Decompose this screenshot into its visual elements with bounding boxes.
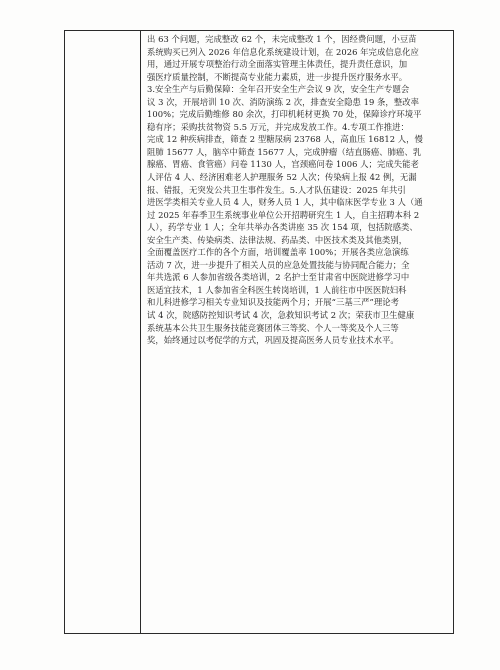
text-line: 人评估 4 人、经济困难老人护理服务 52 人次；传染病上报 42 例，无漏 (147, 172, 417, 183)
text-line: 腺癌、胃癌、食管癌）问卷 1130 人，宫颈癌问卷 1006 人；完成失能老 (147, 159, 419, 170)
text-line: 议 3 次，开展培训 10 次、消防演练 2 次，排查安全隐患 19 条，整改率 (147, 96, 420, 107)
text-line: 进医学类相关专业人员 4 人，财务人员 1 人，其中临床医学专业 3 人（通 (147, 197, 423, 208)
text-line: 3.安全生产与后勤保障：全年召开安全生产会议 9 次，安全生产专题会 (147, 84, 410, 95)
text-line: 强医疗质量控制，不断提高专业能力素质，进一步提升医疗服务水平。 (147, 71, 408, 82)
text-line: 试 4 次，院感防控知识考试 4 次，急救知识考试 2 次；荣获市卫生健康 (147, 310, 415, 321)
text-line: 系统基本公共卫生服务技能竞赛团体三等奖、个人一等奖及个人三等 (147, 322, 399, 333)
text-line: 过 2025 年春季卫生系统事业单位公开招聘研究生 1 人，自主招聘本科 2 (147, 209, 420, 220)
text-line: 用，通过开展专项整治行动全面落实管理主体责任，提升责任意识，加 (147, 59, 408, 70)
text-line: 全面覆盖医疗工作的各个方面，培训覆盖率 100%；开展各类应急演练 (147, 247, 409, 258)
text-line: 活动 7 次，进一步提升了相关人员的应急处置技能与协同配合能力；全 (147, 259, 410, 270)
text-line: 100%；完成后勤维修 80 余次，打印机耗材更换 70 处，保障诊疗环境平 (147, 109, 422, 120)
table-frame (64, 30, 454, 634)
text-line: 年共选派 6 人参加省级各类培训，2 名护士至甘肃省中医院进修学习中 (147, 272, 410, 283)
text-line: 系统购买已列入 2026 年信息化系统建设计划，在 2026 年完成信息化应 (147, 46, 419, 57)
text-line: 阻肺 15677 人，脑卒中筛查 15677 人，完成肿瘤（结直肠癌、肺癌、乳 (147, 146, 422, 157)
text-line: 出 63 个问题，完成整改 62 个，未完成整改 1 个，因经费问题，小豆苗 (147, 34, 417, 44)
text-line: 稳有序；采购扶贫物资 5.5 万元，并完成发放工作。4.专项工作推进： (147, 121, 409, 132)
table-content-cell (147, 33, 449, 347)
table-label-column (65, 31, 141, 633)
text-line: 完成 12 种疾病排查，筛查 2 型糖尿病 23768 人，高血压 16812 人，慢 (147, 134, 423, 145)
text-line: 奖，始终通过以考促学的方式，巩固及提高医务人员专业技术水平。 (147, 335, 399, 346)
text-line: 医适宜技术，1 人参加省全科医生转岗培训，1 人前往市中医医院妇科 (147, 284, 407, 295)
text-line: 安全生产类、传染病类、法律法规、药品类、中医技术类及其他类别， (147, 234, 408, 245)
text-line: 和儿科进修学习相关专业知识及技能两个月；开展“三基三严”理论考 (147, 297, 400, 308)
text-line: 报、错报，无突发公共卫生事件发生。5.人才队伍建设：2025 年共引 (147, 184, 406, 195)
text-line: 人），药学专业 1 人；全年共举办各类讲座 35 次 154 项，包括院感类、 (147, 222, 418, 233)
